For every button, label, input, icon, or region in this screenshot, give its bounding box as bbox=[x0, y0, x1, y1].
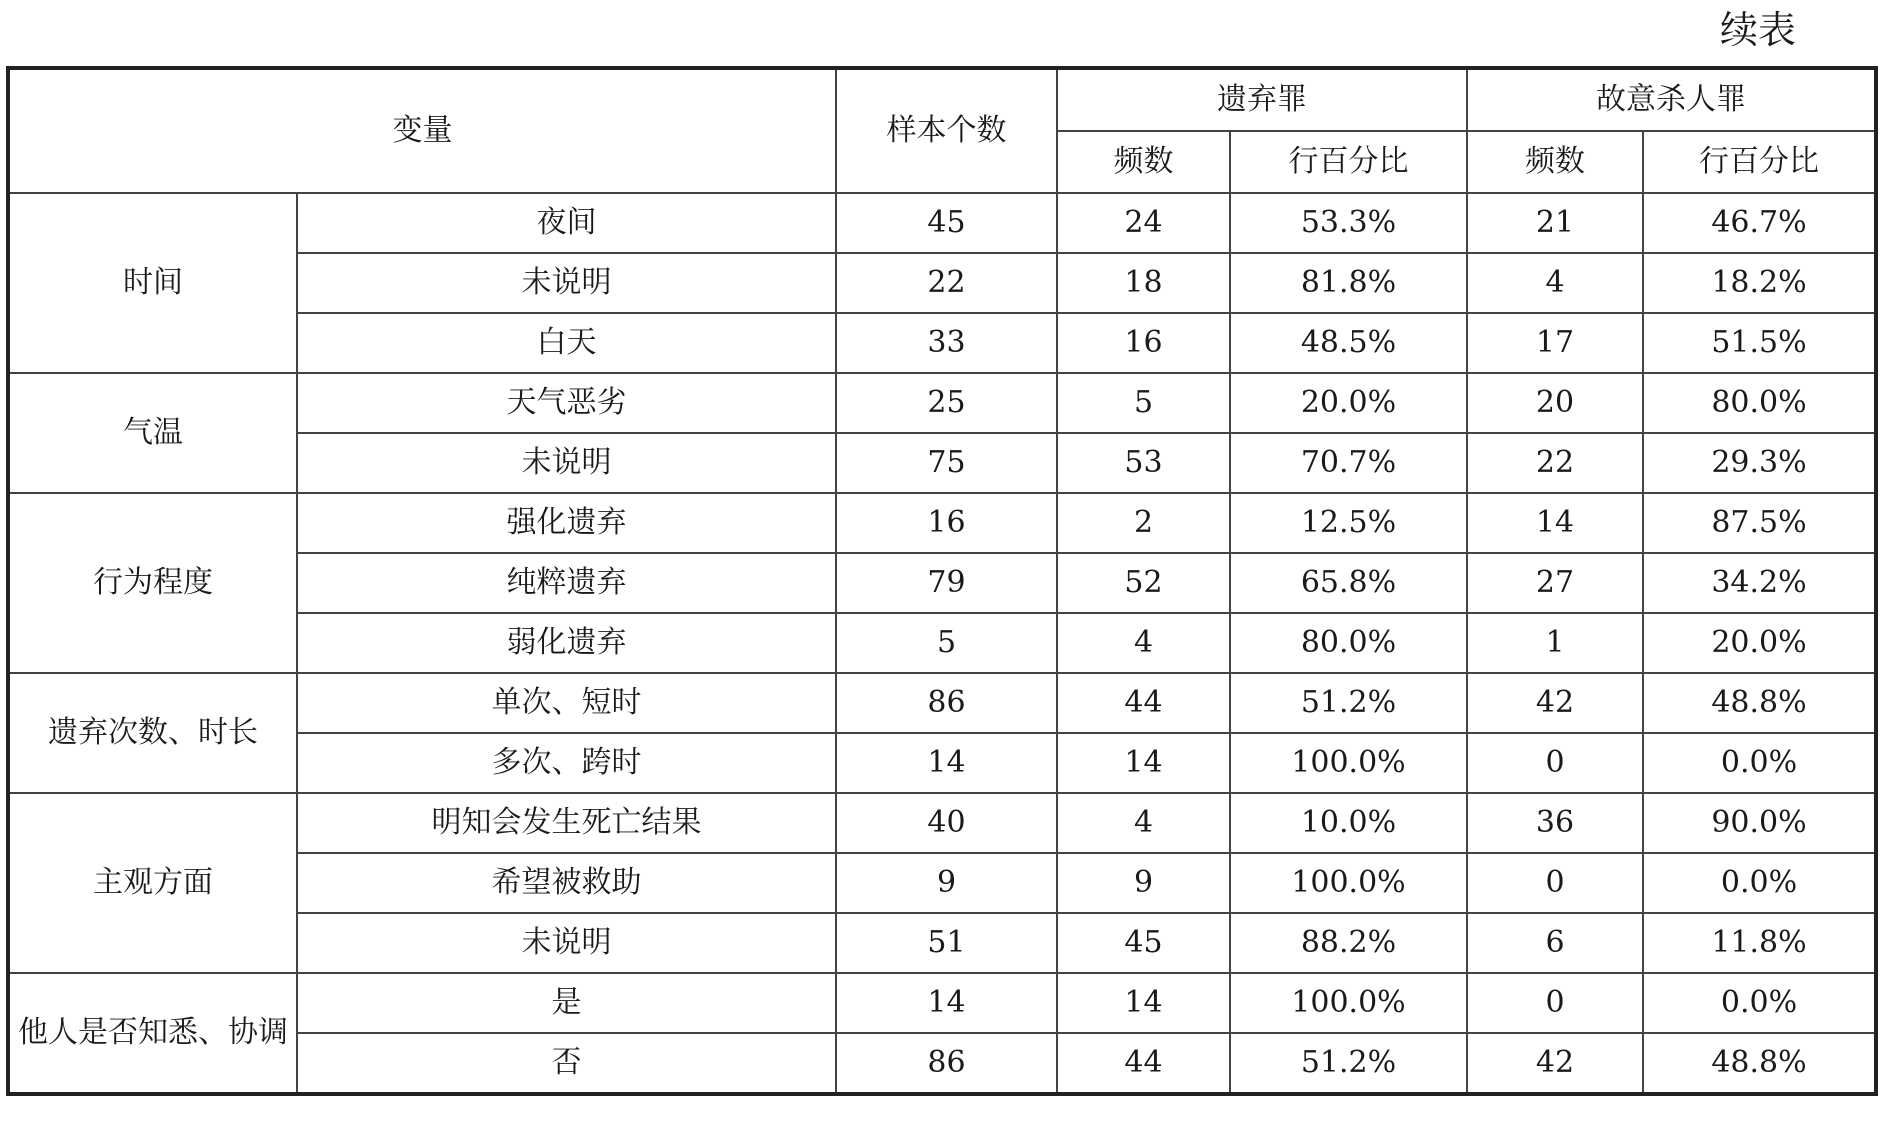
abandonment-row-percent-cell: 81.8% bbox=[1230, 253, 1467, 313]
category-cell: 单次、短时 bbox=[297, 673, 836, 733]
category-cell: 弱化遗弃 bbox=[297, 613, 836, 673]
abandonment-row-percent-cell: 10.0% bbox=[1230, 793, 1467, 853]
homicide-frequency-cell: 0 bbox=[1467, 733, 1643, 793]
category-cell: 纯粹遗弃 bbox=[297, 553, 836, 613]
abandonment-frequency-cell: 5 bbox=[1057, 373, 1230, 433]
homicide-frequency-cell: 21 bbox=[1467, 193, 1643, 253]
homicide-frequency-cell: 20 bbox=[1467, 373, 1643, 433]
abandonment-row-percent-cell: 88.2% bbox=[1230, 913, 1467, 973]
group-label-cell: 时间 bbox=[8, 193, 297, 373]
sample-count-cell: 22 bbox=[836, 253, 1057, 313]
header-abandonment: 遗弃罪 bbox=[1057, 68, 1467, 131]
sample-count-cell: 5 bbox=[836, 613, 1057, 673]
sample-count-cell: 86 bbox=[836, 1033, 1057, 1094]
sample-count-cell: 86 bbox=[836, 673, 1057, 733]
abandonment-row-percent-cell: 51.2% bbox=[1230, 1033, 1467, 1094]
group-label-cell: 遗弃次数、时长 bbox=[8, 673, 297, 793]
group-label-cell: 气温 bbox=[8, 373, 297, 493]
category-cell: 天气恶劣 bbox=[297, 373, 836, 433]
table-continued-caption: 续表 bbox=[1720, 8, 1797, 52]
homicide-row-percent-cell: 34.2% bbox=[1643, 553, 1876, 613]
category-cell: 白天 bbox=[297, 313, 836, 373]
homicide-row-percent-cell: 0.0% bbox=[1643, 853, 1876, 913]
homicide-frequency-cell: 6 bbox=[1467, 913, 1643, 973]
homicide-row-percent-cell: 80.0% bbox=[1643, 373, 1876, 433]
table-body bbox=[8, 193, 1876, 1094]
homicide-row-percent-cell: 0.0% bbox=[1643, 733, 1876, 793]
homicide-frequency-cell: 14 bbox=[1467, 493, 1643, 553]
sample-count-cell: 33 bbox=[836, 313, 1057, 373]
abandonment-row-percent-cell: 100.0% bbox=[1230, 853, 1467, 913]
abandonment-frequency-cell: 16 bbox=[1057, 313, 1230, 373]
table-row bbox=[8, 493, 1876, 553]
homicide-frequency-cell: 42 bbox=[1467, 1033, 1643, 1094]
homicide-row-percent-cell: 87.5% bbox=[1643, 493, 1876, 553]
abandonment-frequency-cell: 4 bbox=[1057, 793, 1230, 853]
abandonment-frequency-cell: 9 bbox=[1057, 853, 1230, 913]
category-cell: 未说明 bbox=[297, 253, 836, 313]
abandonment-frequency-cell: 44 bbox=[1057, 1033, 1230, 1094]
table-row bbox=[8, 373, 1876, 433]
sample-count-cell: 16 bbox=[836, 493, 1057, 553]
header-variable: 变量 bbox=[8, 68, 836, 193]
abandonment-row-percent-cell: 48.5% bbox=[1230, 313, 1467, 373]
abandonment-frequency-cell: 18 bbox=[1057, 253, 1230, 313]
table-row bbox=[8, 673, 1876, 733]
header-homicide-frequency: 频数 bbox=[1467, 131, 1643, 193]
sample-count-cell: 25 bbox=[836, 373, 1057, 433]
abandonment-frequency-cell: 24 bbox=[1057, 193, 1230, 253]
table-row bbox=[8, 793, 1876, 853]
sample-count-cell: 14 bbox=[836, 973, 1057, 1033]
homicide-row-percent-cell: 48.8% bbox=[1643, 673, 1876, 733]
homicide-frequency-cell: 0 bbox=[1467, 853, 1643, 913]
table-row bbox=[8, 973, 1876, 1033]
abandonment-row-percent-cell: 51.2% bbox=[1230, 673, 1467, 733]
homicide-frequency-cell: 22 bbox=[1467, 433, 1643, 493]
category-cell: 未说明 bbox=[297, 433, 836, 493]
group-label-cell: 主观方面 bbox=[8, 793, 297, 973]
header-row-top bbox=[8, 68, 1876, 131]
abandonment-row-percent-cell: 100.0% bbox=[1230, 733, 1467, 793]
category-cell: 是 bbox=[297, 973, 836, 1033]
header-abandonment-row-percent: 行百分比 bbox=[1230, 131, 1467, 193]
sample-count-cell: 9 bbox=[836, 853, 1057, 913]
category-cell: 否 bbox=[297, 1033, 836, 1094]
homicide-frequency-cell: 4 bbox=[1467, 253, 1643, 313]
sample-count-cell: 51 bbox=[836, 913, 1057, 973]
abandonment-row-percent-cell: 12.5% bbox=[1230, 493, 1467, 553]
homicide-frequency-cell: 36 bbox=[1467, 793, 1643, 853]
homicide-frequency-cell: 1 bbox=[1467, 613, 1643, 673]
abandonment-row-percent-cell: 100.0% bbox=[1230, 973, 1467, 1033]
sample-count-cell: 40 bbox=[836, 793, 1057, 853]
homicide-row-percent-cell: 48.8% bbox=[1643, 1033, 1876, 1094]
homicide-row-percent-cell: 46.7% bbox=[1643, 193, 1876, 253]
homicide-frequency-cell: 0 bbox=[1467, 973, 1643, 1033]
category-cell: 强化遗弃 bbox=[297, 493, 836, 553]
abandonment-row-percent-cell: 65.8% bbox=[1230, 553, 1467, 613]
category-cell: 夜间 bbox=[297, 193, 836, 253]
homicide-row-percent-cell: 0.0% bbox=[1643, 973, 1876, 1033]
homicide-row-percent-cell: 90.0% bbox=[1643, 793, 1876, 853]
sample-count-cell: 45 bbox=[836, 193, 1057, 253]
header-abandonment-frequency: 频数 bbox=[1057, 131, 1230, 193]
abandonment-frequency-cell: 44 bbox=[1057, 673, 1230, 733]
abandonment-frequency-cell: 14 bbox=[1057, 973, 1230, 1033]
homicide-frequency-cell: 17 bbox=[1467, 313, 1643, 373]
category-cell: 未说明 bbox=[297, 913, 836, 973]
abandonment-frequency-cell: 4 bbox=[1057, 613, 1230, 673]
abandonment-frequency-cell: 2 bbox=[1057, 493, 1230, 553]
homicide-row-percent-cell: 51.5% bbox=[1643, 313, 1876, 373]
abandonment-frequency-cell: 52 bbox=[1057, 553, 1230, 613]
abandonment-frequency-cell: 14 bbox=[1057, 733, 1230, 793]
homicide-row-percent-cell: 18.2% bbox=[1643, 253, 1876, 313]
homicide-row-percent-cell: 29.3% bbox=[1643, 433, 1876, 493]
sample-count-cell: 79 bbox=[836, 553, 1057, 613]
abandonment-row-percent-cell: 70.7% bbox=[1230, 433, 1467, 493]
homicide-frequency-cell: 42 bbox=[1467, 673, 1643, 733]
abandonment-row-percent-cell: 20.0% bbox=[1230, 373, 1467, 433]
abandonment-frequency-cell: 53 bbox=[1057, 433, 1230, 493]
header-sample-count: 样本个数 bbox=[836, 68, 1057, 193]
category-cell: 希望被救助 bbox=[297, 853, 836, 913]
homicide-row-percent-cell: 11.8% bbox=[1643, 913, 1876, 973]
sample-count-cell: 14 bbox=[836, 733, 1057, 793]
data-table bbox=[6, 66, 1878, 1096]
sample-count-cell: 75 bbox=[836, 433, 1057, 493]
category-cell: 多次、跨时 bbox=[297, 733, 836, 793]
table-row bbox=[8, 193, 1876, 253]
abandonment-row-percent-cell: 53.3% bbox=[1230, 193, 1467, 253]
header-homicide-row-percent: 行百分比 bbox=[1643, 131, 1876, 193]
group-label-cell: 行为程度 bbox=[8, 493, 297, 673]
header-homicide: 故意杀人罪 bbox=[1467, 68, 1876, 131]
abandonment-row-percent-cell: 80.0% bbox=[1230, 613, 1467, 673]
category-cell: 明知会发生死亡结果 bbox=[297, 793, 836, 853]
homicide-frequency-cell: 27 bbox=[1467, 553, 1643, 613]
homicide-row-percent-cell: 20.0% bbox=[1643, 613, 1876, 673]
abandonment-frequency-cell: 45 bbox=[1057, 913, 1230, 973]
group-label-cell: 他人是否知悉、协调 bbox=[8, 973, 297, 1094]
